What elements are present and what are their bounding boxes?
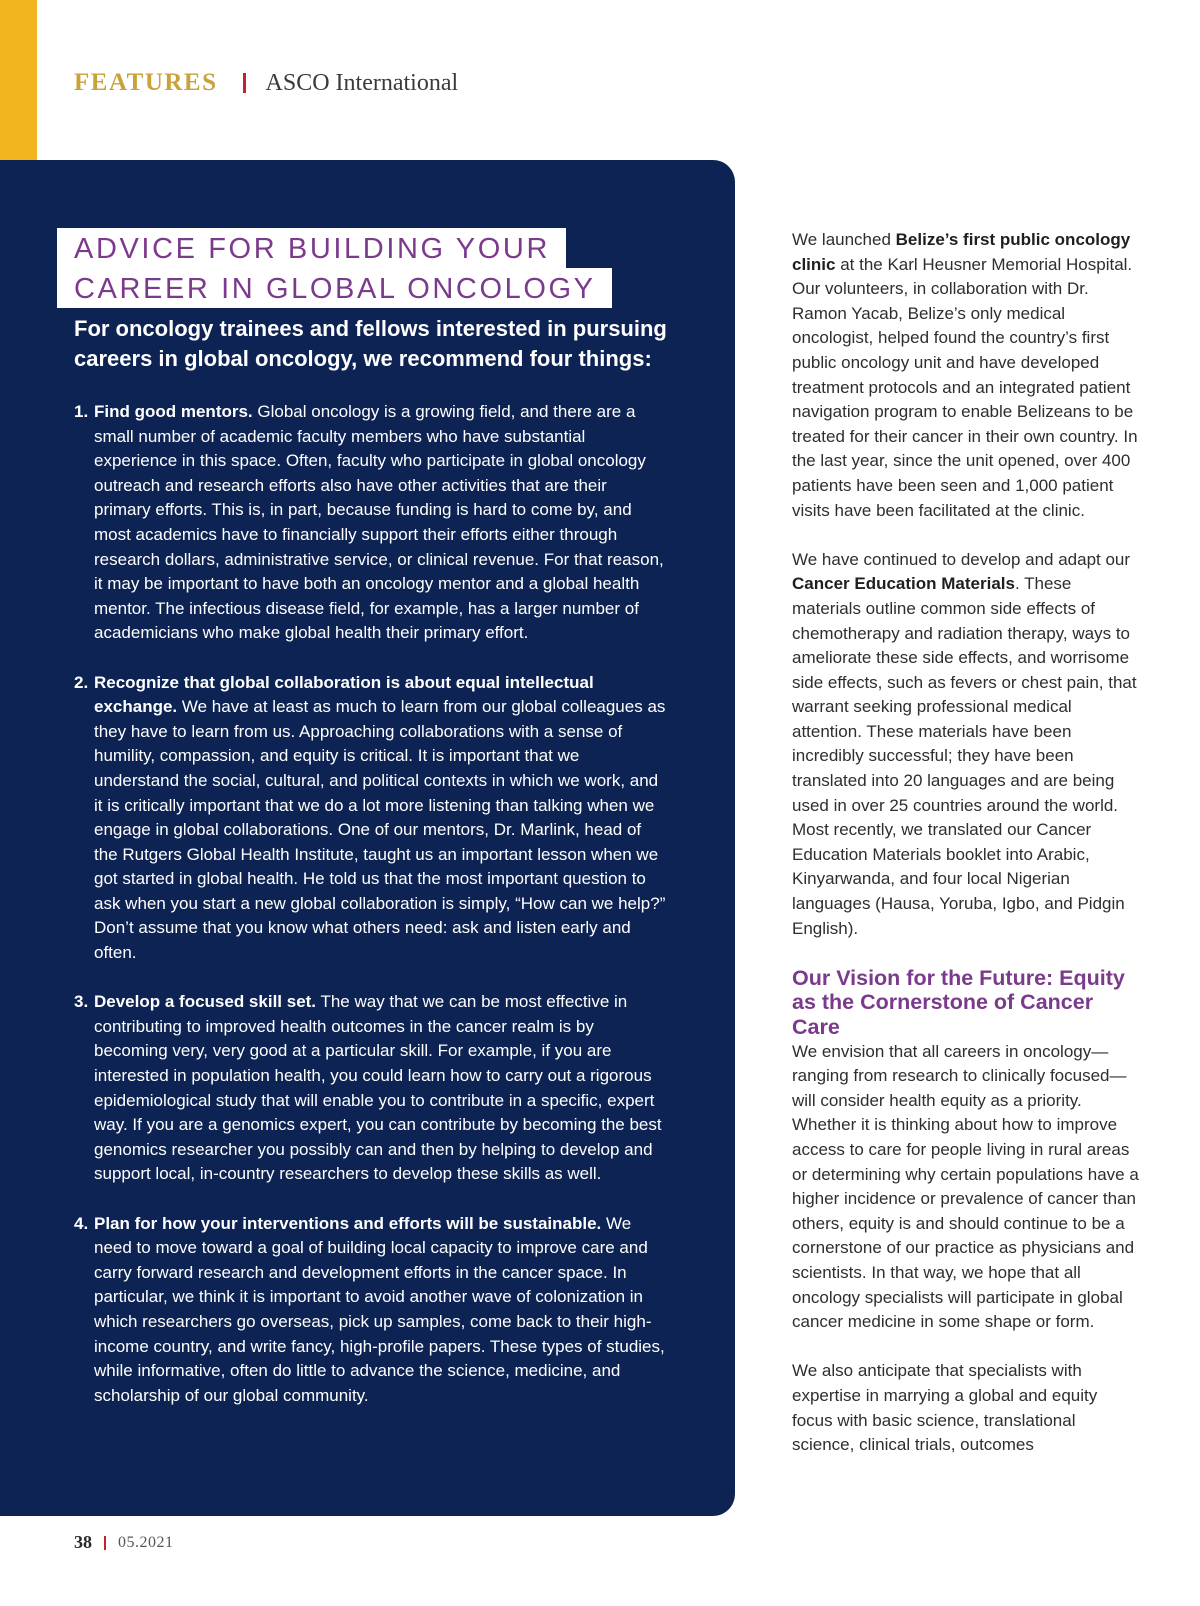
footer-divider: [104, 1536, 106, 1550]
tip-item: [74, 990, 666, 1187]
section-label: FEATURES: [74, 69, 218, 96]
tip-item: [74, 400, 666, 646]
sidebar-title-line: ADVICE FOR BUILDING YOUR: [57, 228, 566, 268]
highlight-text: Cancer Education Materials: [792, 574, 1015, 594]
tip-number: 2.: [74, 672, 89, 692]
accent-bar: [0, 0, 37, 162]
tip-item: [74, 1212, 666, 1409]
paragraph-text: . These materials outline common side effects of chemotherapy and radiation therapy, ways to ameliorate these side effects, and worrisome side effects, such as fevers or chest pain, that warrant seeking professional medical attention. These materials have been incredibly successful; they have been translated into 20 languages and are being used in over 25 countries around the world. Most recently, we translated our Cancer Education Materials booklet into Arabic, Kinyarwanda, and four local Nigerian languages (Hausa, Yoruba, Igbo, and Pidgin English).: [792, 574, 1137, 938]
page-number: 38: [74, 1532, 92, 1552]
tip-number: 3.: [74, 992, 89, 1012]
article-paragraph: We also anticipate that specialists with expertise in marrying a global and equity focus with basic science, translational science, clinical trials, outcomes: [792, 1361, 1098, 1455]
publication-name: ASCO International: [265, 69, 459, 96]
paragraph-text: We have continued to develop and adapt our: [792, 549, 1131, 569]
tip-lead: Develop a focused skill set.: [94, 992, 317, 1012]
article-column: [792, 228, 1142, 1482]
paragraph-text: at the Karl Heusner Memorial Hospital. Our volunteers, in collaboration with Dr. Ramon Yacab, Belize’s only medical oncologist, helped found the country’s first public oncology unit and have developed treatment protocols and an integrated patient navigation program to enable Belizeans to be treated for their cancer in their own country. In the last year, since the unit opened, over 400 patients have been seen and 1,000 patient visits have been facilitated at the clinic.: [792, 254, 1138, 520]
paragraph-text: We launched: [792, 230, 896, 249]
tip-number: 4.: [74, 1213, 89, 1233]
sidebar-subtitle: For oncology trainees and fellows interested in pursuing careers in global oncology, we recommend four things:: [74, 316, 667, 371]
tip-body: We need to move toward a goal of building local capacity to improve care and carry forward research and development efforts in the cancer space. In particular, we think it is important to avoid another wave of colonization in which researchers go overseas, pick up samples, come back to their high-income country, and write fancy, high-profile papers. These types of studies, while informative, often do little to advance the science, medicine, and scholarship of our global community.: [94, 1213, 665, 1405]
article-paragraph: We envision that all careers in oncology—ranging from research to clinically focused—will consider health equity as a priority. Whether it is thinking about how to improve access to care for people living in rural areas or determining why certain populations have a higher incidence or prevalence of cancer than others, equity is and should continue to be a cornerstone of our practice as physicians and scientists. In that way, we hope that all oncology specialists will participate in global cancer medicine in some shape or form.: [792, 1041, 1139, 1332]
highlight-text: Belize’s first public oncology clinic: [792, 230, 1131, 274]
tip-lead: Recognize that global collaboration is about equal intellectual exchange.: [94, 672, 594, 717]
page-footer: [74, 1532, 174, 1553]
sidebar-title: [57, 228, 612, 308]
header-divider: [243, 73, 246, 93]
tip-lead: Plan for how your interventions and efforts will be sustainable.: [94, 1213, 602, 1233]
article-paragraph: [792, 548, 1142, 942]
tip-body: Global oncology is a growing field, and there are a small number of academic faculty members who have substantial experience in this space. Often, faculty who participate in global oncology outreach and research efforts also have other activities that are their primary efforts. This is, in part, because funding is hard to come by, and most academics have to financially support their efforts either through research dollars, administrative service, or clinical revenue. For that reason, it may be important to have both an oncology mentor and a global health mentor. The infectious disease field, for example, has a larger number of academicians who make global health their primary effort.: [94, 402, 664, 643]
tip-item: [74, 671, 666, 966]
tips-list: [74, 400, 666, 1433]
tip-body: The way that we can be most effective in contributing to improved health outcomes in the cancer realm is by becoming very, very good at a particular skill. For example, if you are interested in population health, you could learn how to carry out a rigorous epidemiological study that will enable you to contribute in a specific, expert way. If you are a genomics expert, you can contribute by becoming the best genomics researcher you possibly can and then by helping to develop and support local, in-country researchers to develop these skills as well.: [94, 992, 662, 1184]
tip-lead: Find good mentors.: [94, 402, 253, 421]
issue-date: 05.2021: [118, 1533, 174, 1551]
article-paragraph: [792, 228, 1142, 523]
page-header: [74, 66, 458, 100]
sidebar-title-line: CAREER IN GLOBAL ONCOLOGY: [57, 268, 612, 308]
section-heading: Our Vision for the Future: Equity as the Cornerstone of Cancer Care: [792, 965, 1125, 1039]
tip-number: 1.: [74, 402, 89, 421]
tip-body: We have at least as much to learn from our global colleagues as they have to learn from us. Approaching collaborations with a sense of humility, compassion, and equity is critical. It is important that we understand the social, cultural, and political contexts in which we work, and it is critically important that we do a lot more listening than talking when we engage in global collaborations. One of our mentors, Dr. Marlink, head of the Rutgers Global Health Institute, taught us an important lesson when we got started in global health. He told us that the most important question to ask when you start a new global collaboration is simply, “How can we help?” Don’t assume that you know what others need: ask and listen early and often.: [94, 697, 666, 963]
